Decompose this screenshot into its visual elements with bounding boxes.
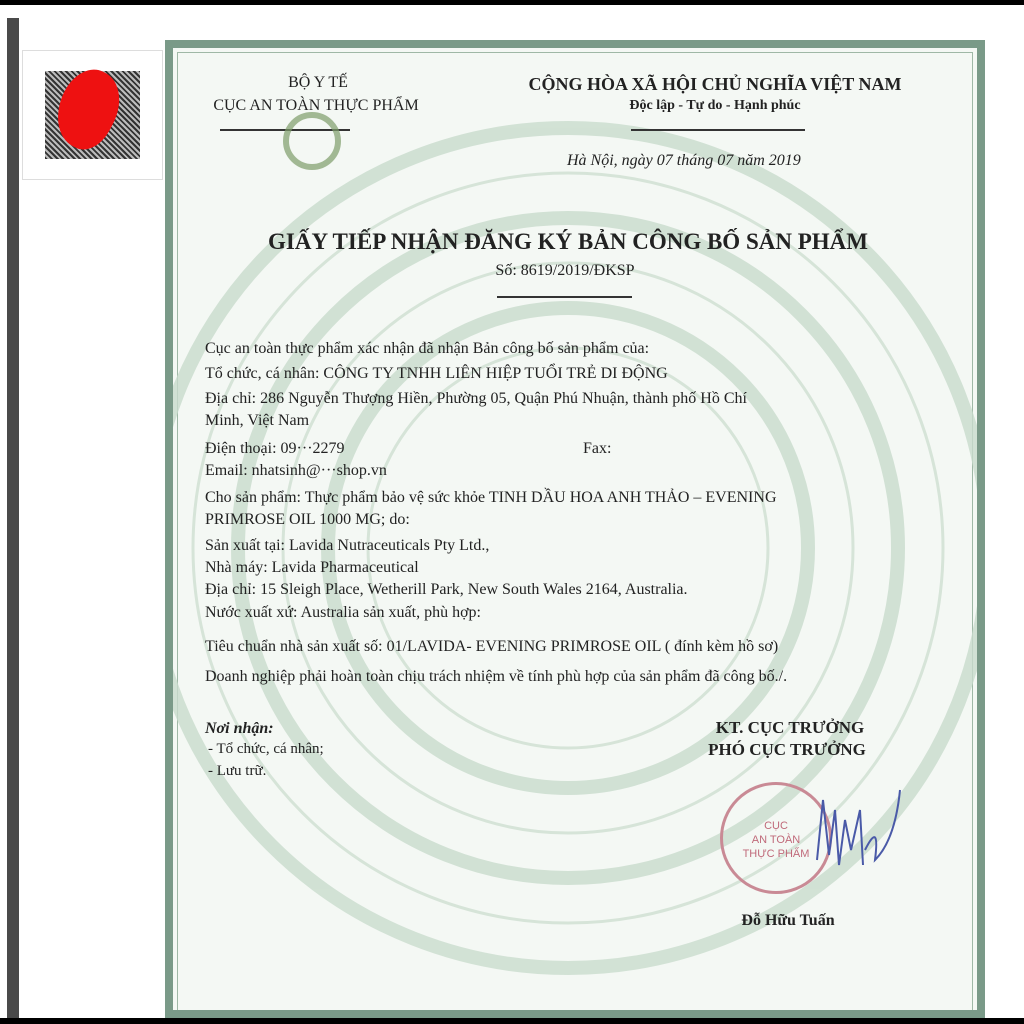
signatory-name: Đỗ Hữu Tuấn bbox=[741, 912, 835, 929]
intro-text: Cục an toàn thực phẩm xác nhận đã nhận Bản công bố sản phẩm của: bbox=[205, 340, 650, 357]
address-line-2: Minh, Việt Nam bbox=[205, 412, 310, 429]
stamp-text: CỤC bbox=[764, 820, 788, 832]
recipient-item: - Lưu trữ. bbox=[208, 763, 267, 779]
signatory-title-1: KT. CỤC TRƯỞNG bbox=[715, 718, 865, 737]
handwritten-signature bbox=[805, 780, 915, 880]
qr-code-card bbox=[22, 50, 163, 180]
ministry-name: BỘ Y TẾ bbox=[288, 74, 348, 91]
organization-text: Tổ chức, cá nhân: CÔNG TY TNHH LIÊN HIỆP TUỔI TRẺ DI ĐỘNG bbox=[205, 365, 668, 382]
national-motto: Độc lập - Tự do - Hạnh phúc bbox=[629, 98, 801, 113]
stamp-text: AN TOÀN bbox=[751, 834, 801, 846]
factory-address-text: Địa chỉ: 15 Sleigh Place, Wetherill Park, New South Wales 2164, Australia. bbox=[205, 581, 688, 598]
standard-text: Tiêu chuẩn nhà sản xuất số: 01/LAVIDA- EVENING PRIMROSE OIL ( đính kèm hồ sơ) bbox=[205, 638, 779, 655]
address-line-1: Địa chỉ: 286 Nguyễn Thượng Hiền, Phường 05, Quận Phú Nhuận, thành phố Hồ Chí bbox=[205, 390, 747, 407]
country-name: CỘNG HÒA XÃ HỘI CHỦ NGHĨA VIỆT NAM bbox=[528, 74, 902, 94]
email-text: Email: nhatsinh@···shop.vn bbox=[205, 462, 387, 479]
vfa-logo bbox=[283, 112, 341, 170]
left-border bbox=[7, 18, 19, 1018]
signatory-title-2: PHÓ CỤC TRƯỞNG bbox=[708, 740, 866, 759]
document-number: Số: 8619/2019/ĐKSP bbox=[495, 262, 635, 279]
manufacturer-text: Sản xuất tại: Lavida Nutraceuticals Pty Ltd., bbox=[205, 537, 490, 554]
issue-date: Hà Nội, ngày 07 tháng 07 năm 2019 bbox=[567, 152, 801, 169]
stamp-text: THỰC PHẨM bbox=[742, 848, 810, 860]
title-rule bbox=[497, 296, 632, 298]
origin-text: Nước xuất xứ: Australia sản xuất, phù hợp: bbox=[205, 604, 481, 621]
factory-text: Nhà máy: Lavida Pharmaceutical bbox=[205, 559, 419, 576]
agency-name: CỤC AN TOÀN THỰC PHẨM bbox=[213, 97, 419, 114]
document-title: GIẤY TIẾP NHẬN ĐĂNG KÝ BẢN CÔNG BỐ SẢN PHẨM bbox=[268, 229, 868, 254]
recipient-item: - Tổ chức, cá nhân; bbox=[208, 741, 324, 757]
header-right-rule bbox=[631, 129, 805, 131]
product-line-1: Cho sản phẩm: Thực phẩm bảo vệ sức khỏe TINH DẦU HOA ANH THẢO – EVENING bbox=[205, 489, 777, 506]
bottom-border bbox=[0, 1018, 1024, 1024]
top-border bbox=[0, 0, 1024, 5]
recipients-heading: Nơi nhận: bbox=[205, 720, 274, 737]
responsibility-text: Doanh nghiệp phải hoàn toàn chịu trách nhiệm về tính phù hợp của sản phẩm đã công bố./. bbox=[205, 668, 788, 685]
fax-text: Fax: bbox=[583, 440, 612, 457]
product-line-2: PRIMROSE OIL 1000 MG; do: bbox=[205, 511, 410, 528]
phone-text: Điện thoại: 09···2279 bbox=[205, 440, 345, 457]
